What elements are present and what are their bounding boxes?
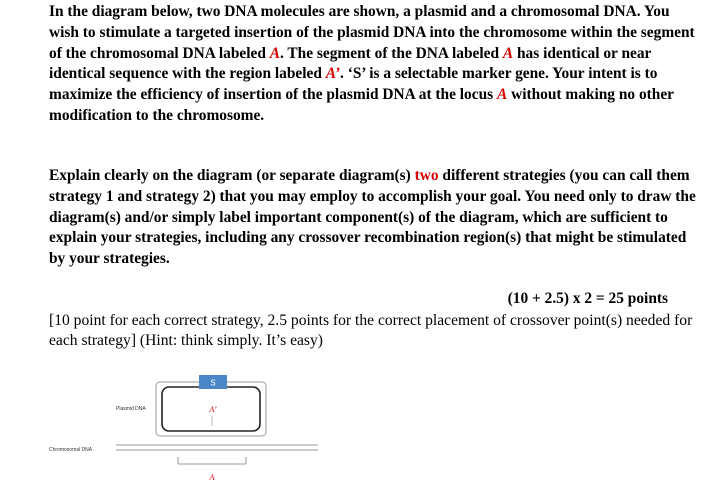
p1-run: . The segment of the DNA labeled	[280, 44, 503, 62]
p1-run: . ‘S’ is a selectable marker gene. Your intent is to maximize the efficiency of insertion of the plasmid DNA at the locus	[49, 65, 658, 104]
grading-note: [10 point for each correct strategy, 2.5 points for the correct placement of crossover point(s) needed for each strategy] (Hint: think simply. It’s easy)	[49, 312, 693, 349]
question-paragraph-1	[49, 2, 698, 127]
p2-run: Explain clearly on the diagram (or separate diagram(s)	[49, 167, 415, 184]
points-line: (10 + 2.5) x 2 = 25 points	[507, 290, 668, 307]
plasmid-dna-label: Plasmid DNA	[116, 406, 146, 412]
p2-run: different strategies (you can call them strategy 1 and strategy 2) that you may employ to accomplish your goal. You need only to draw the diagram(s) and/or simply label important component(s) of the diagram, which are sufficient to explain your strategies, including any crossover recombination region(s) that might be stimulated by your strategies.	[49, 167, 696, 268]
p1-run: has identical or near identical sequence with the region labeled	[49, 44, 652, 83]
p1-run: A	[269, 44, 280, 62]
dna-diagram	[0, 360, 718, 482]
p1-run: In the diagram below, two DNA molecules are shown, a plasmid and a chromosomal DNA. You wish to stimulate a targeted insertion of the plasmid DNA into the chromosome within the segment of the chromosomal DNA labeled	[49, 3, 695, 62]
p1-run: A	[502, 44, 514, 62]
plasmid-region-label: A’	[209, 405, 217, 414]
p1-run: A’	[325, 65, 340, 83]
p1-run: A	[496, 86, 508, 104]
chromosome	[49, 445, 318, 482]
p2-run: two	[414, 167, 439, 184]
p1-run: without making no other modification to the chromosome.	[49, 86, 674, 124]
plasmid	[116, 375, 266, 436]
selectable-marker-label: S	[210, 378, 216, 388]
chromosome-region-label: A	[209, 473, 215, 482]
chromosomal-dna-label: Chromosomal DNA	[49, 447, 93, 453]
question-paragraph-2	[49, 166, 698, 270]
